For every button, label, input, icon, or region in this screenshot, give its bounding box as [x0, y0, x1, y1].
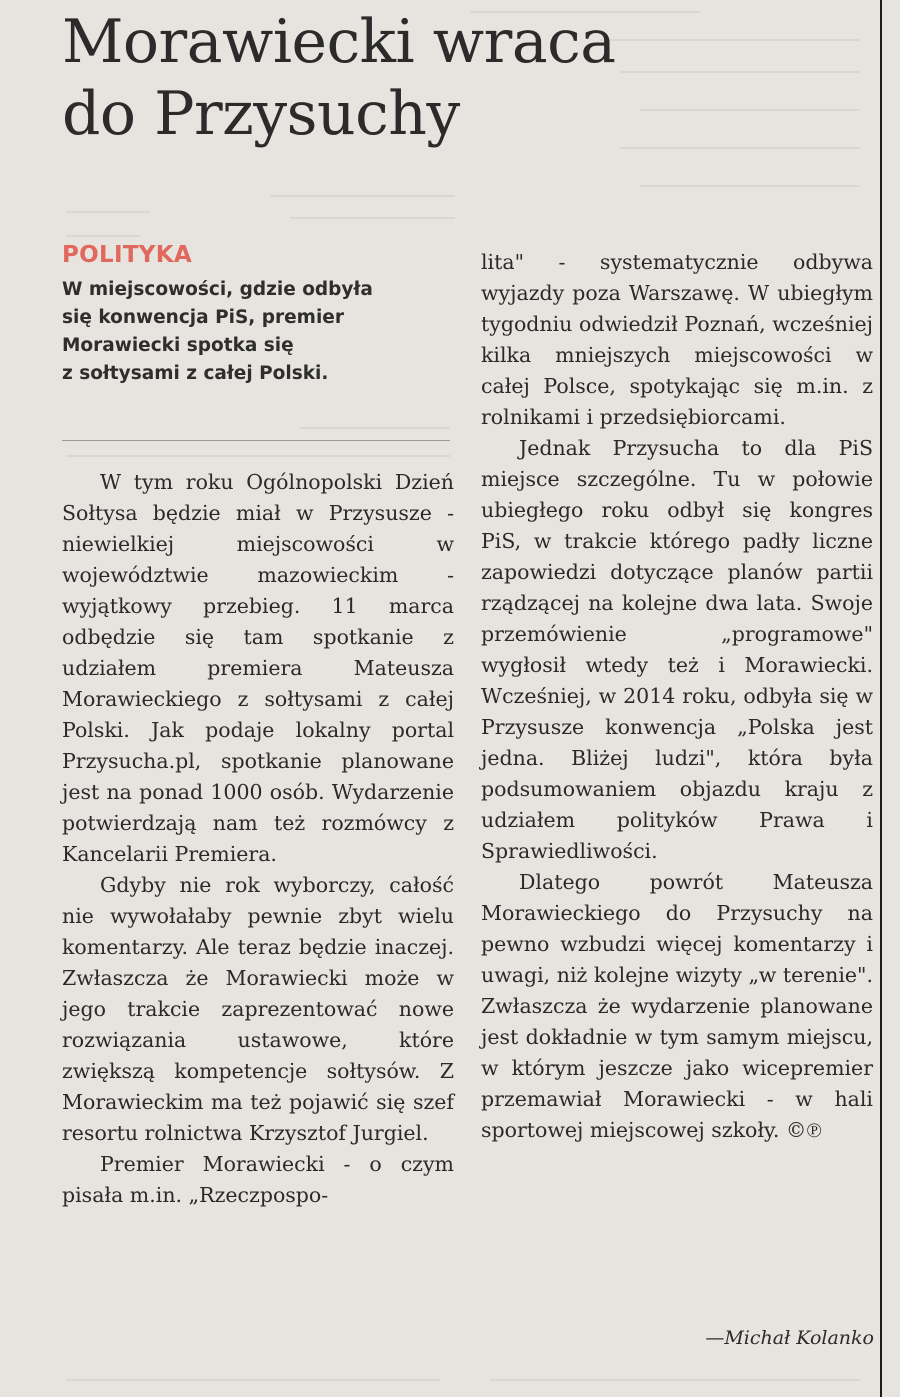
- paragraph: Gdyby nie rok wyborczy, całość nie wywołałaby pewnie zbyt wielu komentarzy. Ale teraz będzie inaczej. Zwłaszcza że Morawiecki może w jego trakcie zaprezentować nowe rozwiązania ustawowe, które zwiększą kompetencje sołtysów. Z Morawieckim ma też pojawić się szef resortu rolnictwa Krzysztof Jurgiel.: [62, 873, 454, 1145]
- author-byline: —Michał Kolanko: [705, 1327, 874, 1349]
- lead-line-2: się konwencja PiS, premier: [62, 307, 344, 328]
- article-headline: [62, 6, 615, 150]
- paragraph: Dlatego powrót Mateusza Morawieckiego do Przysuchy na pewno wzbudzi więcej komentarzy i uwagi, niż kolejne wizyty „w terenie". Zwłaszcza że wydarzenie planowane jest dokładnie w tym samym miejscu, w którym jeszcze jako wicepremier przemawiał Morawiecki - w hali sportowej miejscowej szkoły. ©℗: [481, 870, 873, 1142]
- lead-line-1: W miejscowości, gdzie odbyła: [62, 279, 373, 300]
- paragraph: Premier Morawiecki - o czym pisała m.in. „Rzeczpospo-: [62, 1152, 454, 1207]
- paragraph: W tym roku Ogólnopolski Dzień Sołtysa będzie miał w Przysusze - niewielkiej miejscowości w województwie mazowieckim - wyjątkowy przebieg. 11 marca odbędzie się tam spotkanie z udziałem premiera Mateusza Morawieckiego z sołtysami z całej Polski. Jak podaje lokalny portal Przysucha.pl, spotkanie planowane jest na ponad 1000 osób. Wydarzenie potwierdzają nam też rozmówcy z Kancelarii Premiera.: [62, 470, 454, 866]
- section-label: POLITYKA: [62, 242, 192, 268]
- lead-line-3: Morawiecki spotka się: [62, 335, 294, 356]
- body-column-left: [62, 467, 454, 1211]
- lead-line-4: z sołtysami z całej Polski.: [62, 363, 329, 384]
- paragraph: lita" - systematycznie odbywa wyjazdy poza Warszawę. W ubiegłym tygodniu odwiedził Poznań, wcześniej kilka mniejszych miejscowości w całej Polsce, spotykając się m.in. z rolnikami i przedsiębiorcami.: [481, 250, 873, 429]
- body-column-right: [481, 247, 873, 1146]
- column-border: [880, 0, 882, 1397]
- headline-line-1: Morawiecki wraca: [62, 7, 616, 77]
- article-lead: [62, 276, 457, 388]
- lead-divider: [62, 440, 450, 441]
- paragraph: Jednak Przysucha to dla PiS miejsce szczególne. Tu w połowie ubiegłego roku odbył się kongres PiS, w trakcie którego padły liczne zapowiedzi dotyczące planów partii rządzącej na kolejne dwa lata. Swoje przemówienie „programowe" wygłosił wtedy też i Morawiecki. Wcześniej, w 2014 roku, odbyła się w Przysusze konwencja „Polska jest jedna. Bliżej ludzi", która była podsumowaniem objazdu kraju z udziałem polityków Prawa i Sprawiedliwości.: [481, 436, 873, 863]
- headline-line-2: do Przysuchy: [62, 79, 460, 149]
